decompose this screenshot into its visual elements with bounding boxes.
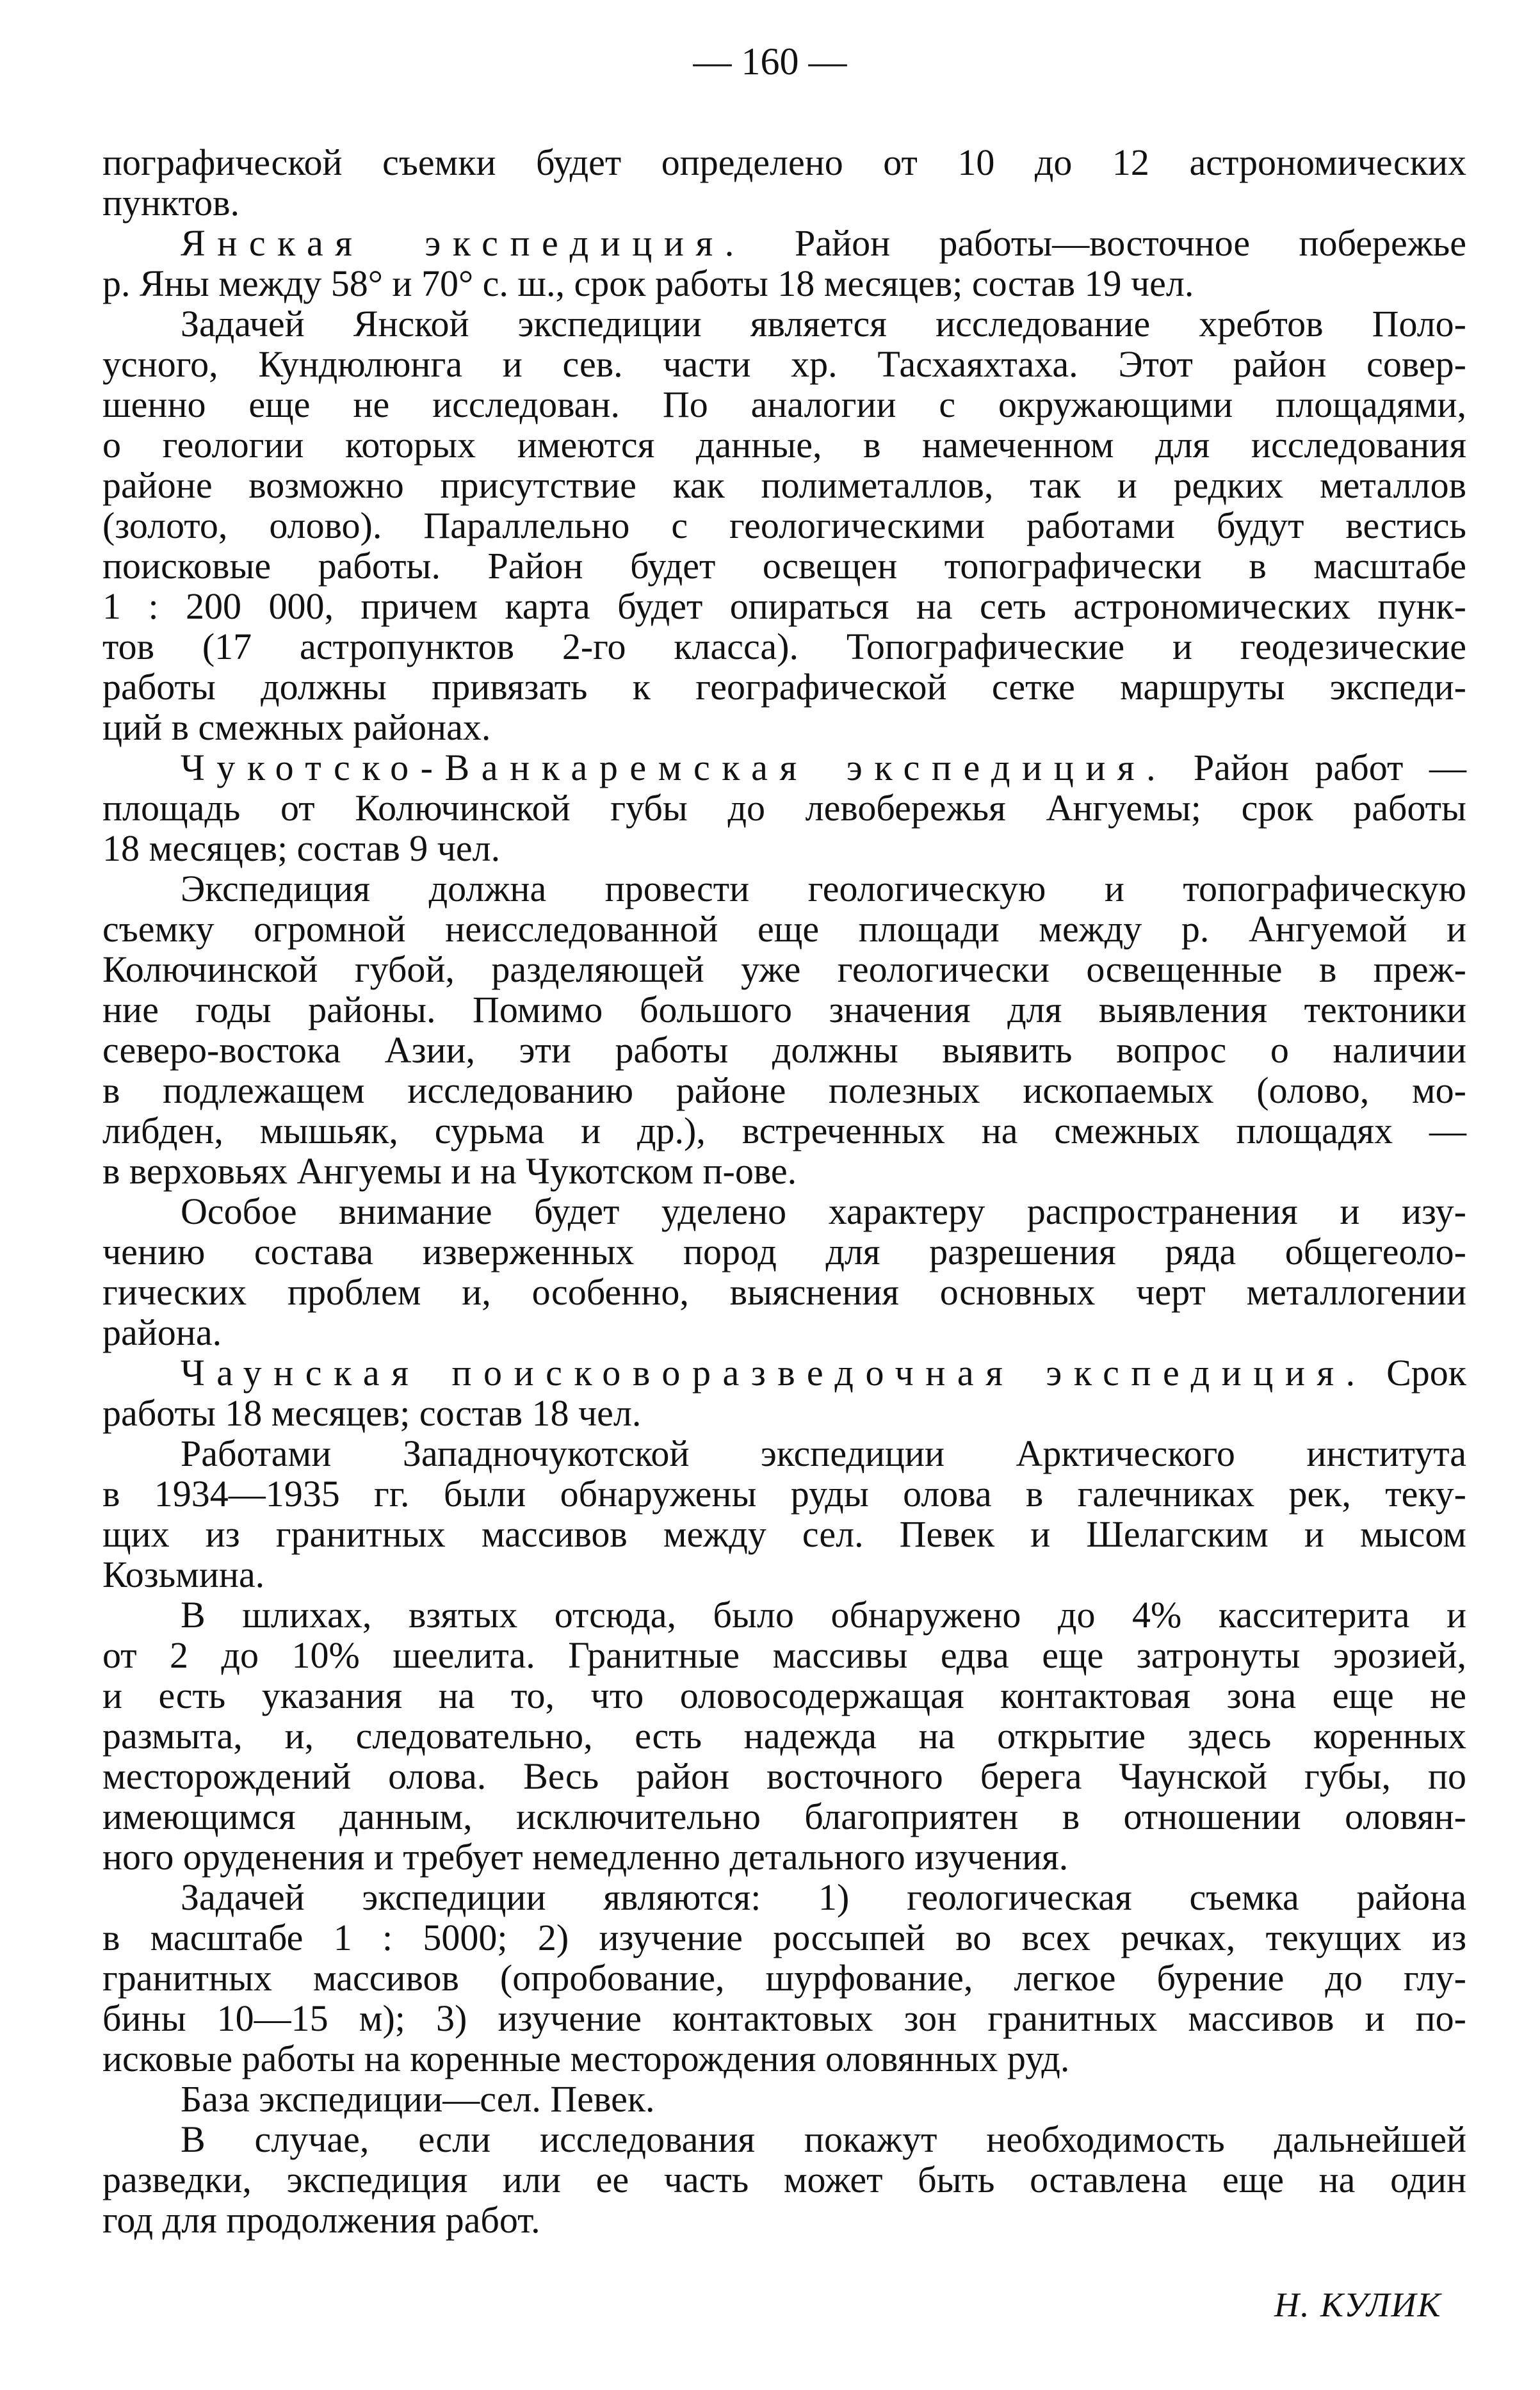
line-text: бины 10—15 м); 3) изучение контактовых зон гранитных массивов и по- [102, 1997, 1466, 2039]
text-line [102, 626, 1466, 667]
text-line [102, 1393, 1466, 1433]
expedition-heading: Чаунская поисковоразведочная экспедиция. [181, 1352, 1367, 1394]
text-line [102, 223, 1466, 263]
text-line [102, 425, 1466, 465]
line-text: от 2 до 10% шеелита. Гранитные массивы едва еще затронуты эрозией, [102, 1634, 1466, 1676]
line-text: Район работ — [1167, 747, 1466, 788]
line-text: Козьмина. [102, 1554, 265, 1595]
text-line [102, 1716, 1466, 1756]
line-text: В шлихах, взятых отсюда, было обнаружено до 4% касситерита и [181, 1594, 1466, 1636]
text-line [102, 828, 1466, 868]
line-text: усного, Кундюлюнга и сев. части хр. Тасхаяхтаха. Этот район совер- [102, 343, 1466, 385]
text-line [102, 1474, 1466, 1514]
line-text: ций в смежных районах. [102, 706, 491, 748]
text-line [102, 868, 1466, 909]
text-line [102, 2159, 1466, 2200]
text-line [102, 546, 1466, 586]
line-text: Район работы—восточное побережье [745, 222, 1466, 264]
line-text: год для продолжения работ. [102, 2199, 540, 2241]
text-line [102, 1554, 1466, 1595]
text-line [102, 2119, 1466, 2159]
text-line [102, 1958, 1466, 1998]
text-line [102, 1877, 1466, 1917]
text-line [102, 1796, 1466, 1837]
text-line [102, 183, 1466, 223]
line-text: районе возможно присутствие как полиметаллов, так и редких металлов [102, 464, 1466, 506]
line-text: В случае, если исследования покажут необходимость дальнейшей [181, 2118, 1466, 2160]
line-text: ного оруденения и требует немедленно детального изучения. [102, 1836, 1069, 1878]
line-text: р. Яны между 58° и 70° с. ш., срок работы 18 месяцев; состав 19 чел. [102, 263, 1194, 304]
line-text: съемку огромной неисследованной еще площади между р. Ангуемой и [102, 908, 1466, 950]
line-text: в 1934—1935 гг. были обнаружены руды олова в галечниках рек, теку- [102, 1473, 1466, 1515]
line-text: работы должны привязать к географической сетке маршруты экспеди- [102, 666, 1466, 708]
text-line [102, 989, 1466, 1030]
line-text: исковые работы на коренные месторождения оловянных руд. [102, 2038, 1070, 2079]
text-line [102, 747, 1466, 788]
text-line [102, 909, 1466, 949]
expedition-heading: Янская экспедиция. [181, 222, 746, 264]
text-line [102, 1353, 1466, 1393]
line-text: База экспедиции—сел. Певек. [181, 2078, 655, 2120]
text-line [102, 1070, 1466, 1110]
line-text: работы 18 месяцев; состав 18 чел. [102, 1392, 642, 1434]
line-text: Задачей Янской экспедиции является исследование хребтов Поло- [181, 303, 1466, 345]
text-line [102, 1635, 1466, 1675]
line-text: и есть указания на то, что оловосодержащая контактовая зона еще не [102, 1675, 1466, 1716]
text-line [102, 2079, 1466, 2119]
text-line [102, 667, 1466, 707]
text-line [102, 384, 1466, 425]
line-text: тов (17 астропунктов 2-го класса). Топографические и геодезические [102, 626, 1466, 667]
author-signature: Н. КУЛИК [1274, 2286, 1442, 2324]
text-line [102, 2038, 1466, 2079]
line-text: в масштабе 1 : 5000; 2) изучение россыпей во всех речках, текущих из [102, 1917, 1466, 1958]
line-text: (золото, олово). Параллельно с геологическими работами будут вестись [102, 505, 1466, 546]
text-line [102, 1837, 1466, 1877]
line-text: пографической съемки будет определено от 10 до 12 астрономических [102, 142, 1466, 183]
text-line [102, 2200, 1466, 2240]
text-line [102, 1151, 1466, 1191]
line-text: 1 : 200 000, причем карта будет опираться на сеть астрономических пунк- [102, 585, 1466, 627]
text-line [102, 505, 1466, 546]
text-line [102, 788, 1466, 828]
line-text: района. [102, 1312, 222, 1353]
line-text: разведки, экспедиция или ее часть может быть оставлена еще на один [102, 2159, 1466, 2200]
line-text: Экспедиция должна провести геологическую и топографическую [181, 868, 1466, 909]
text-line [102, 1595, 1466, 1635]
line-text: в верховьях Ангуемы и на Чукотском п-ове. [102, 1150, 797, 1192]
body-text [102, 142, 1466, 2240]
line-text: поисковые работы. Район будет освещен топографически в масштабе [102, 545, 1466, 587]
text-line [102, 1433, 1466, 1474]
line-text: ние годы районы. Помимо большого значения для выявления тектоники [102, 989, 1466, 1030]
line-text: размыта, и, следовательно, есть надежда на открытие здесь коренных [102, 1715, 1466, 1757]
line-text: площадь от Колючинской губы до левобережья Ангуемы; срок работы [102, 787, 1466, 829]
text-line [102, 707, 1466, 747]
line-text: 18 месяцев; состав 9 чел. [102, 827, 501, 869]
text-line [102, 1030, 1466, 1070]
text-line [102, 1312, 1466, 1353]
text-line [102, 304, 1466, 344]
line-text: в подлежащем исследованию районе полезных ископаемых (олово, мо- [102, 1069, 1466, 1111]
text-line [102, 263, 1466, 304]
text-line [102, 1272, 1466, 1312]
line-text: Колючинской губой, разделяющей уже геологически освещенные в преж- [102, 948, 1466, 990]
line-text: пунктов. [102, 182, 239, 224]
line-text: Срок [1366, 1352, 1466, 1394]
line-text: гических проблем и, особенно, выяснения основных черт металлогении [102, 1271, 1466, 1313]
text-line [102, 949, 1466, 989]
text-line [102, 344, 1466, 384]
text-line [102, 1675, 1466, 1716]
text-line [102, 142, 1466, 183]
expedition-heading: Чукотско-Ванкаремская экспедиция. [181, 747, 1168, 788]
line-text: имеющимся данным, исключительно благоприятен в отношении оловян- [102, 1796, 1466, 1837]
text-line [102, 586, 1466, 626]
text-line [102, 1110, 1466, 1151]
line-text: гранитных массивов (опробование, шурфование, легкое бурение до глу- [102, 1957, 1466, 1999]
page-number: — 160 — [693, 40, 847, 83]
text-line [102, 1917, 1466, 1958]
text-line [102, 1998, 1466, 2038]
line-text: либден, мышьяк, сурьма и др.), встреченных на смежных площадях — [102, 1110, 1466, 1151]
line-text: шенно еще не исследован. По аналогии с окружающими площадями, [102, 384, 1466, 425]
line-text: месторождений олова. Весь район восточного берега Чаунской губы, по [102, 1755, 1466, 1797]
line-text: о геологии которых имеются данные, в намеченном для исследования [102, 424, 1466, 466]
text-line [102, 1191, 1466, 1232]
line-text: чению состава изверженных пород для разрешения ряда общегеоло- [102, 1231, 1466, 1272]
line-text: щих из гранитных массивов между сел. Певек и Шелагским и мысом [102, 1513, 1466, 1555]
line-text: северо-востока Азии, эти работы должны выявить вопрос о наличии [102, 1029, 1466, 1071]
text-line [102, 1514, 1466, 1554]
text-line [102, 1756, 1466, 1796]
text-line [102, 1232, 1466, 1272]
line-text: Работами Западночукотской экспедиции Арктического института [181, 1433, 1466, 1474]
text-line [102, 465, 1466, 505]
line-text: Задачей экспедиции являются: 1) геологическая съемка района [181, 1876, 1466, 1918]
line-text: Особое внимание будет уделено характеру распространения и изу- [181, 1191, 1466, 1232]
